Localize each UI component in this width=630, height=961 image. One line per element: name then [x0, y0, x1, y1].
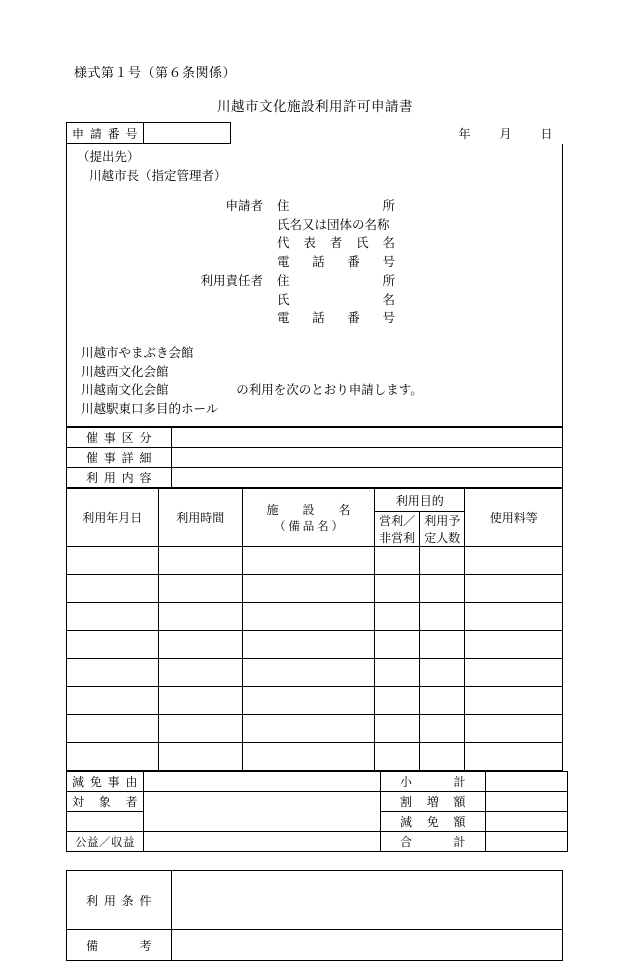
- venue-item[interactable]: 川越西文化会館: [81, 364, 169, 379]
- usage-time-cell[interactable]: [158, 603, 242, 631]
- usage-facility-cell[interactable]: [243, 715, 375, 743]
- applicant-key: 利用責任者: [200, 273, 263, 288]
- usage-facility-cell[interactable]: [243, 743, 375, 771]
- usage-time-cell[interactable]: [158, 743, 242, 771]
- applicant-row: [67, 253, 562, 272]
- usage-profit-cell[interactable]: [375, 603, 420, 631]
- applicant-key: 申請者: [225, 198, 263, 213]
- table-row: [67, 832, 568, 852]
- form-number: 様式第１号（第６条関係）: [74, 65, 237, 80]
- applicant-row: [67, 291, 562, 310]
- applicant-row: [67, 309, 562, 328]
- usage-profit-cell[interactable]: [375, 547, 420, 575]
- total-label: 合 計: [381, 832, 486, 852]
- usage-time-cell[interactable]: [158, 575, 242, 603]
- usage-time-cell[interactable]: [158, 715, 242, 743]
- applicant-value: 氏名又は団体の名称: [277, 217, 390, 232]
- usage-headcount-cell[interactable]: [420, 715, 465, 743]
- usage-fee-cell[interactable]: [465, 603, 563, 631]
- usage-time-header: 利用時間: [158, 489, 242, 547]
- usage-facility-subheader: （ 備 品 名 ）: [274, 521, 344, 533]
- usage-fee-cell[interactable]: [465, 715, 563, 743]
- applicant-row: [67, 197, 562, 216]
- usage-headcount-cell[interactable]: [420, 575, 465, 603]
- usage-facility-cell[interactable]: [243, 687, 375, 715]
- applicant-value: 電話番号: [277, 311, 395, 326]
- usage-conditions-input[interactable]: [172, 871, 563, 930]
- venue-item[interactable]: 川越南文化会館: [81, 383, 169, 397]
- recipient-line-1: （提出先）: [77, 150, 140, 164]
- table-row: [67, 687, 563, 715]
- venue-list: [81, 344, 218, 418]
- usage-fee-cell[interactable]: [465, 687, 563, 715]
- usage-headcount-cell[interactable]: [420, 631, 465, 659]
- applicant-key: [67, 309, 277, 328]
- usage-facility-cell[interactable]: [243, 631, 375, 659]
- applicant-value: 氏 名: [277, 292, 395, 307]
- subtotal-label: 小 計: [381, 772, 486, 792]
- event-table: [66, 427, 563, 488]
- reduction-amount-input[interactable]: [486, 812, 568, 832]
- table-row: [67, 428, 563, 448]
- usage-profit-cell[interactable]: [375, 659, 420, 687]
- usage-facility-cell[interactable]: [243, 547, 375, 575]
- usage-fee-cell[interactable]: [465, 631, 563, 659]
- public-profit-input[interactable]: [144, 832, 381, 852]
- usage-profit-cell[interactable]: [375, 743, 420, 771]
- usage-time-cell[interactable]: [158, 547, 242, 575]
- table-row: [67, 715, 563, 743]
- usage-date-header: 利用年月日: [67, 489, 159, 547]
- table-row: [67, 603, 563, 631]
- usage-profit-header: 営利／非営利: [375, 512, 420, 547]
- table-row: [67, 772, 568, 792]
- usage-headcount-cell[interactable]: [420, 547, 465, 575]
- usage-header-row-1: [67, 489, 563, 512]
- target-person-label-spacer: [67, 812, 144, 832]
- table-row: [67, 547, 563, 575]
- table-row: [67, 871, 563, 930]
- usage-fee-cell[interactable]: [465, 659, 563, 687]
- usage-time-cell[interactable]: [158, 631, 242, 659]
- application-no-row: [67, 123, 563, 144]
- usage-date-cell[interactable]: [67, 715, 159, 743]
- fee-summary-table: [66, 771, 568, 852]
- application-no-label-text: 申請番号: [72, 126, 138, 141]
- applicant-key: [67, 216, 277, 235]
- usage-profit-cell[interactable]: [375, 715, 420, 743]
- usage-headcount-cell[interactable]: [420, 603, 465, 631]
- applicant-key: [67, 234, 277, 253]
- applicant-value: 電話番号: [277, 255, 395, 269]
- recipient-line-2: 川越市長（指定管理者）: [89, 169, 227, 184]
- date-month-label: 月: [499, 126, 512, 141]
- usage-conditions-label: 利用条件: [67, 871, 172, 930]
- total-input[interactable]: [486, 832, 568, 852]
- subtotal-input[interactable]: [486, 772, 568, 792]
- remarks-label: 備考: [67, 930, 172, 961]
- public-profit-label: 公益／収益: [67, 832, 144, 852]
- usage-time-cell[interactable]: [158, 659, 242, 687]
- conditions-table: [66, 870, 563, 961]
- venue-item[interactable]: 川越駅東口多目的ホール: [81, 401, 219, 416]
- usage-headcount-cell[interactable]: [420, 659, 465, 687]
- reduction-reason-input[interactable]: [144, 772, 381, 792]
- applicant-key: [67, 291, 277, 310]
- target-person-label: 対象者: [67, 792, 144, 812]
- table-row: [67, 743, 563, 771]
- table-row: [67, 659, 563, 687]
- reduction-reason-label: 減免事由: [67, 772, 144, 792]
- remarks-input[interactable]: [172, 930, 563, 961]
- event-category-label: 催事区分: [67, 428, 172, 448]
- usage-fee-header: 使用料等: [465, 489, 563, 547]
- usage-purpose-header: 利用目的: [375, 489, 465, 512]
- venues-section: [67, 344, 562, 418]
- usage-headcount-cell[interactable]: [420, 743, 465, 771]
- usage-date-cell[interactable]: [67, 575, 159, 603]
- usage-headcount-header: 利用予定人数: [420, 512, 465, 547]
- table-row: [67, 468, 563, 488]
- usage-date-cell[interactable]: [67, 659, 159, 687]
- event-category-input[interactable]: [172, 428, 563, 448]
- usage-fee-cell[interactable]: [465, 743, 563, 771]
- document-title: 川越市文化施設利用許可申請書: [217, 99, 413, 114]
- application-no-label: [67, 123, 144, 144]
- usage-fee-cell[interactable]: [465, 575, 563, 603]
- event-detail-input[interactable]: [172, 448, 563, 468]
- table-row: [67, 631, 563, 659]
- applicant-row: [67, 216, 562, 235]
- date-year-label: 年: [458, 126, 471, 141]
- usage-date-cell[interactable]: [67, 603, 159, 631]
- usage-facility-cell[interactable]: [243, 575, 375, 603]
- usage-content-label: 利用内容: [67, 468, 172, 488]
- table-row: [67, 448, 563, 468]
- usage-facility-cell[interactable]: [243, 659, 375, 687]
- date-fields: [231, 123, 563, 144]
- applicant-value: 住 所: [277, 198, 395, 213]
- header-body: [67, 144, 563, 427]
- usage-facility-cell[interactable]: [243, 603, 375, 631]
- usage-date-cell[interactable]: [67, 687, 159, 715]
- usage-fee-cell[interactable]: [465, 547, 563, 575]
- usage-date-cell[interactable]: [67, 547, 159, 575]
- table-row: [67, 792, 568, 812]
- applicant-row: [67, 272, 562, 291]
- application-no-input[interactable]: [144, 123, 231, 144]
- surcharge-label: 割増額: [381, 792, 486, 812]
- applicant-value: 住 所: [277, 273, 395, 288]
- usage-date-cell[interactable]: [67, 743, 159, 771]
- recipient-block: [67, 148, 562, 187]
- apply-statement: の利用を次のとおり申請します。: [236, 383, 423, 397]
- usage-facility-header: 施 設 名 （ 備 品 名 ）: [243, 489, 375, 547]
- target-person-input[interactable]: [144, 792, 381, 832]
- usage-content-input[interactable]: [172, 468, 563, 488]
- usage-headcount-cell[interactable]: [420, 687, 465, 715]
- table-row: [67, 930, 563, 961]
- usage-date-cell[interactable]: [67, 631, 159, 659]
- applicant-block: [67, 197, 562, 328]
- event-detail-label: 催事詳細: [67, 448, 172, 468]
- applicant-key: [67, 253, 277, 272]
- table-row: [67, 575, 563, 603]
- usage-profit-cell[interactable]: [375, 631, 420, 659]
- reduction-amount-label: 減免額: [381, 812, 486, 832]
- date-day-label: 日: [540, 126, 553, 141]
- header-table: [66, 122, 563, 427]
- surcharge-input[interactable]: [486, 792, 568, 812]
- usage-profit-cell[interactable]: [375, 575, 420, 603]
- usage-table: [66, 488, 563, 771]
- usage-time-cell[interactable]: [158, 687, 242, 715]
- usage-profit-cell[interactable]: [375, 687, 420, 715]
- applicant-value: 代表者氏名: [277, 236, 395, 251]
- venue-item[interactable]: 川越市やまぶき会館: [81, 346, 194, 360]
- applicant-row: [67, 234, 562, 253]
